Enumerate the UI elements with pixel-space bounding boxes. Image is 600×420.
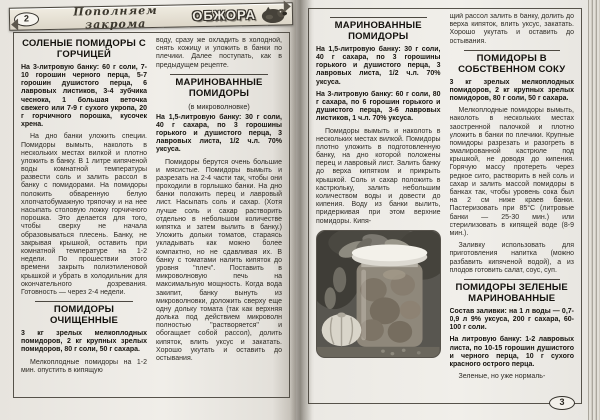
logo-text: ОБЖОРА (192, 6, 257, 24)
recipe-title-marinovannye-pomidory: МАРИНОВАННЫЕ ПОМИДОРЫ (334, 20, 422, 42)
recipe-paragraph: Помидоры берутся очень большие и мясистые. Помидоры вымыть и разрезать на 2-4 части так, чтобы они проходили в горлышко банки. На дно банки положить перец и лавровый лист. Насыпать соль и сахар. (Хотя лучше соль и сахар растворить отдельно в небольшом количестве кипятка и затем вылить в банку.) Уложить дольки томатов, стараясь укладывать как можно более компактно, но не сдавливая их. В банку с томатами налить кипяток до уровня "плеч". Поставить в микроволновую печь на максимальную мощность. Когда вода закипит, банку вынуть из микроволновки, доложить сверху еще одну дольку томата (так как верхняя долька под действием микроволн полностью "растворяется" и обогащает собой рассол), долить кипяток, влить уксус и закатать. Хорошо укутать и оставить до остывания. (156, 158, 282, 363)
section-divider (170, 74, 268, 75)
left-page-column-1 (21, 37, 147, 393)
recipe-ingredients: 3 кг зрелых мелкоплодных помидоров, 2 кг крупных зрелых помидоров, 80 г соли, 50 г сахара. (21, 329, 147, 354)
recipe-ingredients: 3 кг зрелых мелкоплодных помидоров, 2 кг крупных зрелых помидоров, 80 г соли, 50 г сахара. (449, 78, 574, 102)
book-gutter-shadow (290, 0, 312, 420)
recipe-ingredients: На 3-литровую банку: 60 г соли, 80 г сахара, по 6 горошин горького и душистого перца, 3-6 лавровых листиков, 1 ч.л. 70% уксуса. (316, 90, 441, 123)
obzhora-mascot-icon (260, 4, 288, 24)
recipe-title-pomidory-ochishchennye: ПОМИДОРЫ ОЧИЩЕННЫЕ (49, 304, 119, 327)
recipe-paragraph: Заливку использовать для приготовления напитка (можно разбавить кипяченой водой), а из плодов готовить салат, соус, суп. (449, 242, 574, 274)
section-divider (464, 50, 561, 51)
recipe-paragraph: Мелкоплодные помидоры вымыть, наколоть в нескольких местах заостренной палочкой и плотно уложить в банки по плечики. Крупные помидоры разрезать и разогреть в эмалированной кастрюле под крышкой, не доводя до кипения. Горячую массу протереть через редкое сито, растворить в ней соль и сахар и залить массой помидоры в банках так, чтобы уровень сока был на 2 см ниже краев банки. Пастеризовать при 85°С (литровые банки — 25-30 мин.) или стерилизовать в кипящей воде (8-9 мин.). (449, 107, 574, 237)
section-divider (464, 279, 561, 280)
page-number-left: 2 (14, 12, 39, 26)
recipe-paragraph: Мелкоплодные помидоры на 1-2 мин. опустить в кипящую (21, 358, 147, 374)
recipe-title-solenye-pomidory: СОЛЕНЫЕ ПОМИДОРЫ С ГОРЧИЦЕЙ (22, 38, 146, 60)
right-page-column-1 (316, 13, 441, 399)
recipe-ingredients: Состав заливки: на 1 л воды — 0,7-0,9 л 9% уксуса, 200 г сахара, 60-100 г соли. (449, 307, 574, 332)
banner-title: Пополняем закрома (73, 3, 158, 31)
recipe-paragraph-continuation: щий рассол залить в банку, долить до верха кипяток, влить уксус, закатать. Хорошо укутать и оставить до остывания. (449, 13, 574, 45)
recipe-paragraph-continuation: воду, сразу же охладить в холодной, снять кожицу и уложить в банки по плечики. Далее поступать, как в предыдущем рецепте. (156, 37, 282, 69)
recipe-paragraph: Зеленые, но уже нормаль- (458, 373, 546, 381)
recipe-title-v-sobstvennom-soku: ПОМИДОРЫ В СОБСТВЕННОМ СОКУ (458, 52, 566, 75)
recipe-ingredients: На 3-литровую банку: 60 г соли, 7-10 горошин черного перца, 5-7 горошин душистого перца, 6 лавровых листиков, 3-4 зубчика чеснока, 1 большая веточка свежего или 7-9 г сухого укропа, 20 г горчичного порошка, кусочек хрена. (21, 63, 147, 129)
heading-rule (330, 17, 427, 18)
section-divider (35, 301, 133, 302)
recipe-title-zelenye-marinovannye: ПОМИДОРЫ ЗЕЛЕНЫЕ МАРИНОВАННЫЕ (455, 281, 568, 304)
jar-photo-illustration (317, 231, 440, 357)
recipe-title-marinovannye-mikrovolnovka: МАРИНОВАННЫЕ ПОМИДОРЫ (175, 76, 263, 99)
left-page-column-2 (156, 37, 282, 393)
left-page-content (13, 32, 290, 398)
recipe-paragraph: Помидоры вымыть и наколоть в нескольких местах вилкой. Помидоры плотно уложить в подготовленную банку, на дно которой положены перец и лавровый лист. Залить банку до верха кипятком и прикрыть крышкой. Соль и сахар положить в кастрюльку, залить небольшим количеством воды и довести до кипения. Воду из банки вылить, придерживая при этом верхние помидоры. Кипя- (316, 127, 441, 225)
right-page-column-2 (450, 13, 575, 399)
recipe-ingredients: На литровую банку: 1-2 лавровых листа, по 10-15 горошин душистого и черного перца, 10 г сухого красного острого перца. (449, 336, 574, 368)
recipe-ingredients: На 1,5-литровую банку: 30 г соли, 40 г сахара, по 3 горошины горького и душистого перца, 3 лавровых листа, 1/2 ч.л. 70% уксуса. (316, 45, 441, 86)
recipe-subtitle: (в микроволновке) (188, 101, 250, 111)
recipe-paragraph: На дно банки уложить специи. Помидоры вымыть, наколоть в нескольких местах вилкой и плотно уложить в банку. В 1 литре кипяченой воды комнатной температуры развести соль и залить рассол в банку с помидорами. На помидоры положить обваренную белую хлопчатобумажную тряпочку и на нее насыпать столовую ложку горчичного порошка. Это делается для того, чтобы сверху не начала образовываться плесень. Банку, не закрывая крышкой, оставить при комнатной температуре на 1-2 недели. По прошествии этого времени закрыть полиэтиленовой крышкой и убрать в холодильник для окончательного дозревания. Готовность — через 2-4 недели. (21, 133, 147, 296)
right-page-content (308, 8, 582, 404)
page-stack-edge (588, 0, 600, 420)
page-number-right: 3 (549, 396, 575, 410)
pickled-tomatoes-photo (316, 230, 441, 358)
recipe-ingredients: На 1,5-литровую банку: 30 г соли, 40 г сахара, по 3 горошины горького и душистого перца, 3 лавровых листа, 1/2 ч.л. 70% уксуса. (156, 113, 282, 154)
